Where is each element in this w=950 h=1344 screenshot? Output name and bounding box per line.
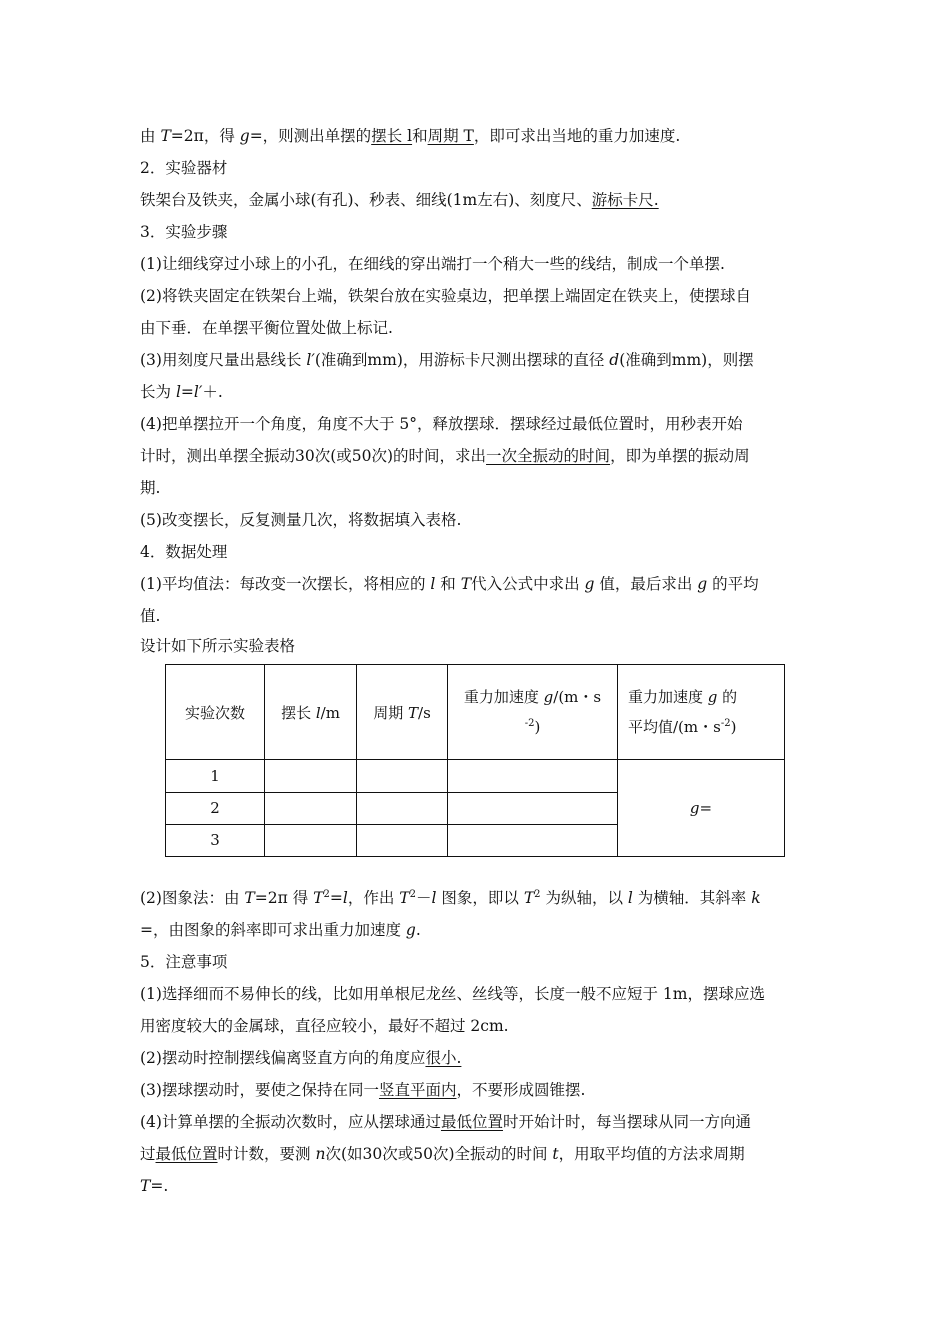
step-4-line-3: 期. — [140, 479, 161, 497]
var: l — [315, 703, 321, 722]
experiment-table — [165, 664, 785, 857]
var: T — [399, 889, 410, 907]
var: g — [689, 799, 700, 818]
var: l — [342, 889, 348, 907]
text: 长为 — [140, 383, 176, 401]
step-2-line-1: (2)将铁夹固定在铁架台上端，铁架台放在实验桌边，把单摆上端固定在铁夹上，使摆球自 — [140, 287, 751, 305]
note-4-line-2 — [140, 1144, 745, 1164]
text: 的 — [717, 688, 738, 707]
text: 和 — [412, 127, 428, 145]
header-cell — [448, 665, 618, 760]
text: /s — [418, 703, 431, 722]
graph-method-line-2 — [140, 920, 421, 940]
row-number: 2 — [166, 792, 265, 824]
text: 图象，即以 — [436, 889, 524, 907]
text: 次(如30次或50次)全振动的时间 — [325, 1145, 553, 1163]
text: 的平均 — [707, 575, 759, 593]
text: 时计数，要测 — [217, 1145, 316, 1163]
table-cell — [448, 792, 618, 824]
table-header-row — [166, 665, 785, 760]
underlined-answer: 周期 T — [427, 127, 474, 145]
text: 重力加速度 — [463, 688, 544, 707]
underlined-answer: 最低位置 — [440, 1113, 503, 1131]
underlined-answer: 一次全振动的时间 — [486, 447, 611, 465]
text: ，即可求出当地的重力加速度. — [473, 127, 681, 145]
note-1-line-1: (1)选择细而不易伸长的线，比如用单根尼龙丝、丝线等，长度一般不应短于 1m，摆球应选 — [140, 985, 765, 1003]
superscript: 2 — [534, 889, 541, 900]
text: (2)图象法：由 — [140, 889, 245, 907]
var: n — [315, 1145, 326, 1163]
text: (准确到mm)，则摆 — [619, 351, 754, 369]
underlined-answer: 很小. — [425, 1049, 462, 1067]
underlined-answer: 摆长 l — [371, 127, 413, 145]
text: 铁架台及铁夹，金属小球(有孔)、秒表、细线(1m左右)、刻度尺、 — [140, 191, 592, 209]
text: 过 — [140, 1145, 156, 1163]
text: =2π，得 — [170, 127, 240, 145]
text: 和 — [435, 575, 461, 593]
table-row — [166, 760, 785, 792]
section-heading: 5．注意事项 — [140, 953, 228, 971]
text: 计时，测出单摆全振动30次(或50次)的时间，求出 — [140, 447, 487, 465]
var: g — [707, 688, 718, 707]
table-cell — [357, 760, 448, 792]
underlined-answer: 最低位置 — [155, 1145, 218, 1163]
var: t — [552, 1145, 559, 1163]
text: (4)计算单摆的全振动次数时，应从摆球通过 — [140, 1113, 441, 1131]
text: ＋. — [202, 383, 223, 401]
graph-method-line-1 — [140, 888, 761, 908]
step-1: (1)让细线穿过小球上的小孔，在细线的穿出端打一个稍大一些的线结，制成一个单摆. — [140, 255, 725, 273]
var: l — [431, 889, 437, 907]
step-4-line-2 — [140, 446, 750, 466]
average-method-line-2: 值. — [140, 607, 161, 625]
text: 值，最后求出 — [594, 575, 698, 593]
var: T — [523, 889, 535, 907]
section-heading: 4．数据处理 — [140, 543, 228, 561]
var: g — [543, 688, 554, 707]
text: /m — [320, 703, 340, 722]
text: 为纵轴，以 — [540, 889, 628, 907]
var: T — [160, 127, 171, 145]
text: 平均值/(m・s — [628, 718, 721, 737]
text: =，则测出单摆的 — [249, 127, 372, 145]
text: (1)平均值法：每改变一次摆长，将相应的 — [140, 575, 431, 593]
text: 代入公式中求出 — [471, 575, 585, 593]
text: (3)用刻度尺量出悬线长 — [140, 351, 307, 369]
table-intro: 设计如下所示实验表格 — [140, 637, 296, 655]
text: ，即为单摆的振动周 — [610, 447, 750, 465]
var: d — [609, 351, 620, 369]
superscript: 2 — [409, 889, 416, 900]
header-cell — [265, 665, 357, 760]
text: = — [699, 799, 713, 818]
step-4-line-1: (4)把单摆拉开一个角度，角度不大于 5°，释放摆球．摆球经过最低位置时，用秒表开始 — [140, 415, 743, 433]
average-cell — [618, 760, 785, 857]
text: = — [329, 889, 343, 907]
note-3 — [140, 1080, 585, 1100]
header-cell: 实验次数 — [166, 665, 265, 760]
note-4-line-3 — [140, 1176, 168, 1196]
text: =，由图象的斜率即可求出重力加速度 — [140, 921, 406, 939]
superscript: 2 — [323, 889, 330, 900]
text: 时开始计时，每当摆球从同一方向通 — [502, 1113, 751, 1131]
header-cell — [357, 665, 448, 760]
section-heading: 3．实验步骤 — [140, 223, 228, 241]
text: (3)摆球摆动时，要使之保持在同一 — [140, 1081, 379, 1099]
text: /(m・s — [553, 688, 602, 707]
var: g — [697, 575, 708, 593]
var: l′ — [306, 351, 315, 369]
section-heading: 2．实验器材 — [140, 159, 228, 177]
note-2 — [140, 1048, 461, 1068]
table-cell — [265, 792, 357, 824]
var: l — [627, 889, 633, 907]
var: l=l′ — [175, 383, 203, 401]
var: g — [405, 921, 416, 939]
table-cell — [265, 760, 357, 792]
average-method-line-1 — [140, 574, 759, 594]
text: 周期 — [373, 703, 408, 722]
var: k — [751, 889, 761, 907]
row-number: 1 — [166, 760, 265, 792]
text: ，不要形成圆锥摆. — [456, 1081, 586, 1099]
var: g — [584, 575, 595, 593]
text: － — [415, 889, 432, 907]
superscript: -2 — [524, 718, 535, 730]
step-5: (5)改变摆长，反复测量几次，将数据填入表格. — [140, 511, 462, 529]
text: ，作出 — [347, 889, 400, 907]
table-cell — [448, 760, 618, 792]
step-3-line-2 — [140, 382, 223, 402]
table-cell — [357, 792, 448, 824]
text: =. — [150, 1177, 169, 1195]
intro-line — [140, 126, 680, 146]
text: 摆长 — [281, 703, 316, 722]
step-3-line-1 — [140, 350, 754, 370]
equipment-line — [140, 190, 659, 210]
table-cell — [265, 824, 357, 856]
text: 由 — [140, 127, 161, 145]
text: =2π 得 — [254, 889, 314, 907]
header-cell — [618, 665, 785, 760]
var: T — [460, 575, 472, 593]
underlined-answer: 竖直平面内 — [378, 1081, 457, 1099]
text: 重力加速度 — [628, 688, 708, 707]
underlined-answer: 游标卡尺. — [591, 191, 659, 209]
table-cell — [357, 824, 448, 856]
text: (2)摆动时控制摆线偏离竖直方向的角度应 — [140, 1049, 426, 1067]
var: l — [430, 575, 436, 593]
note-4-line-1 — [140, 1112, 751, 1132]
var: T — [140, 1177, 151, 1195]
var: g — [239, 127, 250, 145]
step-2-line-2: 由下垂．在单摆平衡位置处做上标记. — [140, 319, 393, 337]
row-number: 3 — [166, 824, 265, 856]
text: ) — [534, 718, 541, 737]
var: T — [408, 703, 419, 722]
superscript: -2 — [720, 718, 731, 730]
text: ) — [730, 718, 737, 737]
table-cell — [448, 824, 618, 856]
text: 为横轴．其斜率 — [632, 889, 752, 907]
var: T — [244, 889, 255, 907]
var: T — [313, 889, 324, 907]
text: (准确到mm)，用游标卡尺测出摆球的直径 — [314, 351, 610, 369]
text: ，用取平均值的方法求周期 — [558, 1145, 745, 1163]
note-1-line-2: 用密度较大的金属球，直径应较小，最好不超过 2cm. — [140, 1017, 509, 1035]
text: . — [415, 921, 421, 939]
